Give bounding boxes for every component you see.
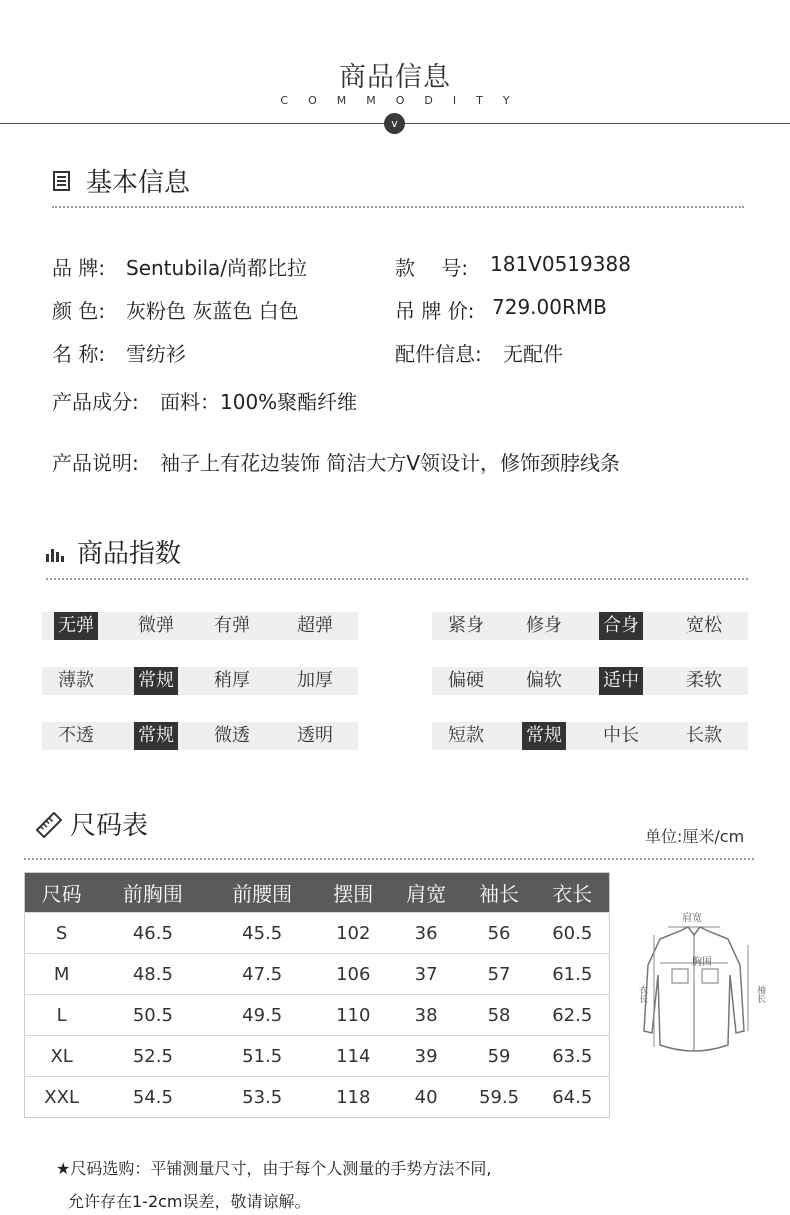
composition-value: 面料：100%聚酯纤维 xyxy=(160,390,358,414)
index-option: 有弹 xyxy=(214,615,250,636)
table-row xyxy=(25,913,610,954)
name-value: 雪纺衫 xyxy=(126,342,186,366)
table-cell: 50.5 xyxy=(98,995,207,1036)
shoulder-label: 肩宽 xyxy=(682,913,702,924)
page-title: 商品信息 xyxy=(339,62,451,93)
shirt-measurement-diagram xyxy=(632,905,772,1070)
table-cell: 51.5 xyxy=(208,1036,317,1077)
brand-label: 品 牌: xyxy=(52,256,106,280)
description-label: 产品说明: xyxy=(52,451,139,475)
index-option: 长款 xyxy=(686,725,722,746)
table-cell: 45.5 xyxy=(208,913,317,954)
header-cell: 肩宽 xyxy=(390,873,463,913)
table-cell: 59.5 xyxy=(463,1077,536,1118)
table-cell: 36 xyxy=(390,913,463,954)
table-cell: 106 xyxy=(317,954,390,995)
index-option: 偏硬 xyxy=(448,670,484,691)
header-cell: 摆围 xyxy=(317,873,390,913)
table-row xyxy=(25,1077,610,1118)
table-cell: 40 xyxy=(390,1077,463,1118)
sleeve-label: 袖长 xyxy=(755,985,765,1003)
index-option: 不透 xyxy=(58,725,94,746)
header-cell: 尺码 xyxy=(25,873,99,913)
table-cell: 59 xyxy=(463,1036,536,1077)
table-cell: 61.5 xyxy=(536,954,610,995)
size-note-line1: ★尺码选购：平铺测量尺寸，由于每个人测量的手势方法不同, xyxy=(56,1159,492,1178)
header-cell: 袖长 xyxy=(463,873,536,913)
table-cell: L xyxy=(25,995,99,1036)
table-cell: 60.5 xyxy=(536,913,610,954)
table-cell: 53.5 xyxy=(208,1077,317,1118)
table-cell: M xyxy=(25,954,99,995)
accessory-value: 无配件 xyxy=(503,342,563,366)
index-option: 适中 xyxy=(599,667,643,695)
bar-chart-icon xyxy=(45,545,65,563)
document-icon xyxy=(53,171,71,191)
index-row-fit xyxy=(432,612,748,640)
table-row xyxy=(25,954,610,995)
table-row xyxy=(25,1036,610,1077)
table-cell: XXL xyxy=(25,1077,99,1118)
table-cell: 63.5 xyxy=(536,1036,610,1077)
size-chart-title: 尺码表 xyxy=(70,811,149,841)
brand-value: Sentubila/尚都比拉 xyxy=(126,256,307,280)
table-cell: 110 xyxy=(317,995,390,1036)
table-cell: 114 xyxy=(317,1036,390,1077)
index-option: 常规 xyxy=(522,722,566,750)
table-cell: 64.5 xyxy=(536,1077,610,1118)
basic-info-divider xyxy=(52,206,744,208)
size-table-header xyxy=(25,873,610,913)
table-cell: 52.5 xyxy=(98,1036,207,1077)
header-cell: 前腰围 xyxy=(208,873,317,913)
index-option: 稍厚 xyxy=(214,670,250,691)
table-cell: 56 xyxy=(463,913,536,954)
index-option: 微透 xyxy=(214,725,250,746)
length-label: 衣长 xyxy=(637,985,647,1003)
accessory-label: 配件信息: xyxy=(395,342,482,366)
table-cell: 46.5 xyxy=(98,913,207,954)
index-option: 中长 xyxy=(603,725,639,746)
header-cell: 前胸围 xyxy=(98,873,207,913)
table-cell: 38 xyxy=(390,995,463,1036)
size-chart-divider xyxy=(24,858,754,860)
index-option: 薄款 xyxy=(58,670,94,691)
index-row-transparency xyxy=(42,722,358,750)
index-option: 无弹 xyxy=(54,612,98,640)
table-cell: 39 xyxy=(390,1036,463,1077)
index-option: 常规 xyxy=(134,722,178,750)
table-cell: 54.5 xyxy=(98,1077,207,1118)
index-option: 紧身 xyxy=(448,615,484,636)
index-divider xyxy=(46,578,748,580)
index-option: 合身 xyxy=(599,612,643,640)
index-title: 商品指数 xyxy=(77,539,182,569)
index-option: 超弹 xyxy=(297,615,333,636)
color-value: 灰粉色 灰蓝色 白色 xyxy=(126,299,299,323)
table-cell: 49.5 xyxy=(208,995,317,1036)
table-cell: 102 xyxy=(317,913,390,954)
table-cell: 48.5 xyxy=(98,954,207,995)
index-option: 微弹 xyxy=(138,615,174,636)
table-cell: XL xyxy=(25,1036,99,1077)
index-row-elasticity xyxy=(42,612,358,640)
table-cell: 58 xyxy=(463,995,536,1036)
index-option: 修身 xyxy=(526,615,562,636)
index-row-thickness xyxy=(42,667,358,695)
chest-label: 胸围 xyxy=(692,957,712,968)
table-cell: 37 xyxy=(390,954,463,995)
table-cell: S xyxy=(25,913,99,954)
size-table xyxy=(24,872,610,1118)
index-option: 透明 xyxy=(297,725,333,746)
index-option: 短款 xyxy=(448,725,484,746)
basic-info-title: 基本信息 xyxy=(86,168,191,198)
table-cell: 118 xyxy=(317,1077,390,1118)
index-option: 加厚 xyxy=(297,670,333,691)
description-value: 袖子上有花边装饰 简洁大方V领设计，修饰颈脖线条 xyxy=(160,451,621,475)
name-label: 名 称: xyxy=(52,342,106,366)
size-note-line2: 允许存在1-2cm误差，敬请谅解。 xyxy=(68,1192,311,1211)
index-option: 偏软 xyxy=(526,670,562,691)
price-value: 729.00RMB xyxy=(492,295,607,319)
composition-label: 产品成分: xyxy=(52,390,139,414)
color-label: 颜 色: xyxy=(52,299,106,323)
style-label: 款 号: xyxy=(395,256,469,280)
header-cell: 衣长 xyxy=(536,873,610,913)
table-cell: 57 xyxy=(463,954,536,995)
index-option: 常规 xyxy=(134,667,178,695)
index-row-softness xyxy=(432,667,748,695)
page-subtitle: COMMODITY xyxy=(280,94,530,107)
chevron-down-icon: v xyxy=(384,113,405,134)
style-value: 181V0519388 xyxy=(490,252,631,276)
ruler-icon xyxy=(36,812,62,838)
price-label: 吊 牌 价: xyxy=(395,299,475,323)
index-option: 柔软 xyxy=(686,670,722,691)
index-row-length xyxy=(432,722,748,750)
table-cell: 47.5 xyxy=(208,954,317,995)
unit-label: 单位:厘米/cm xyxy=(645,827,745,846)
index-option: 宽松 xyxy=(686,615,722,636)
table-row xyxy=(25,995,610,1036)
table-cell: 62.5 xyxy=(536,995,610,1036)
